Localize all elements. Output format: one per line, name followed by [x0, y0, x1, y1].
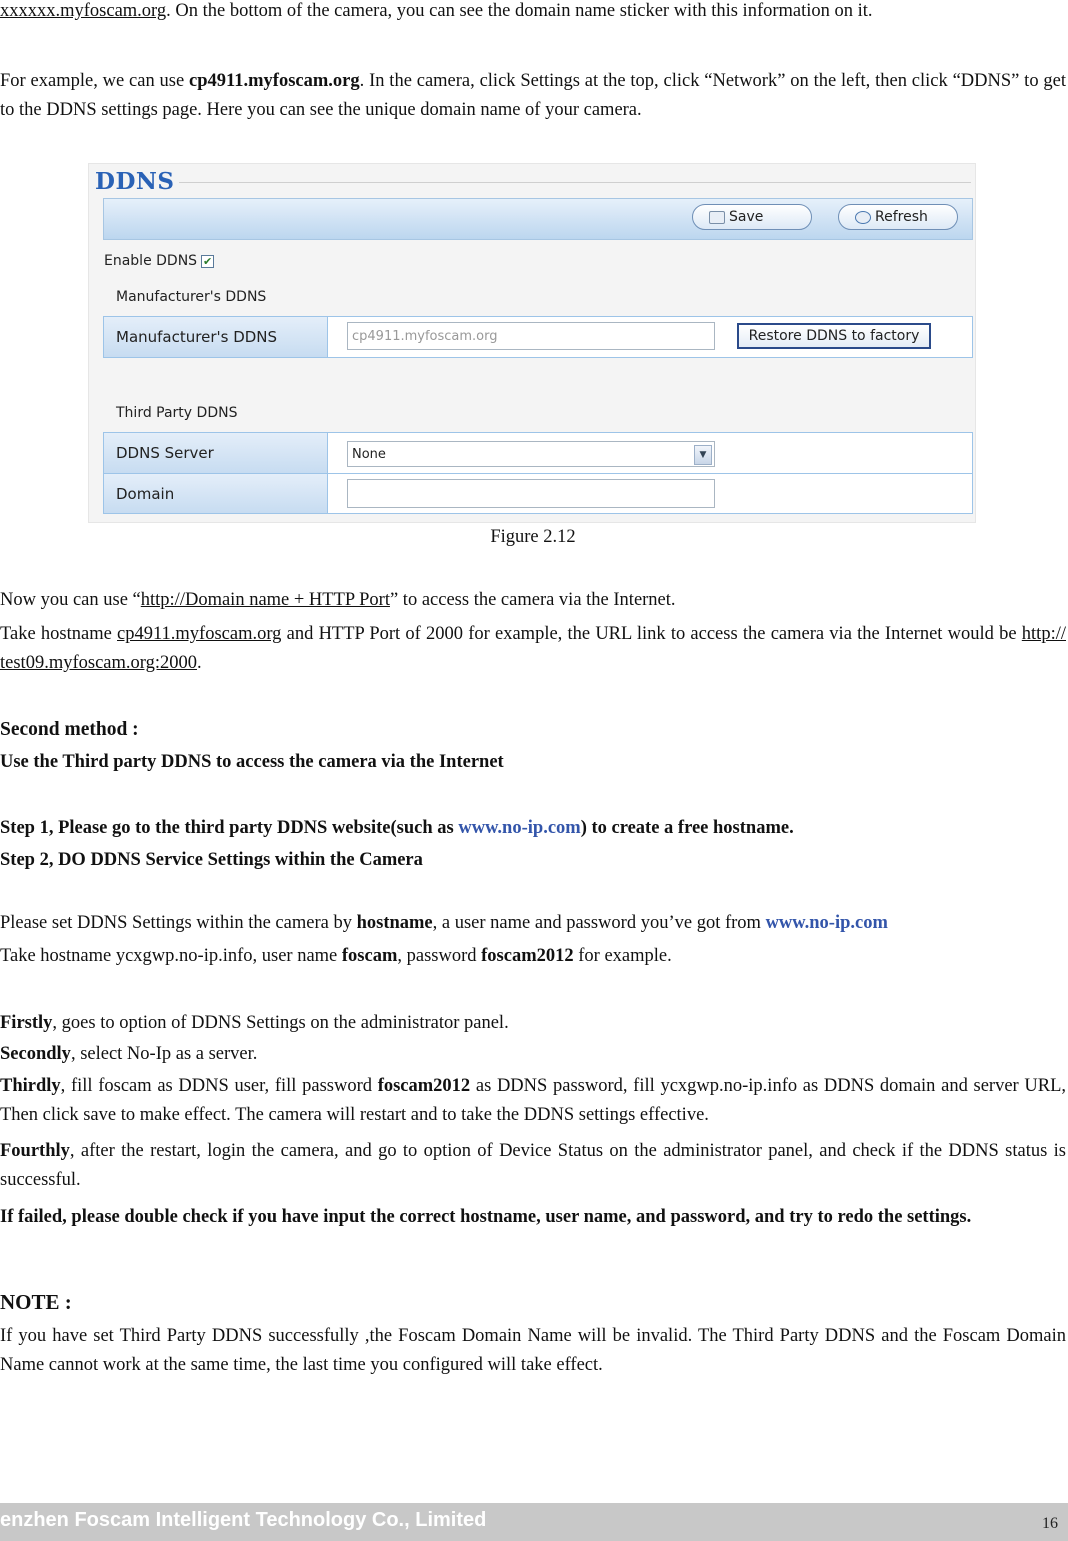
manufacturer-domain-input[interactable]: cp4911.myfoscam.org [347, 322, 715, 350]
access-l1-link[interactable]: http://Domain name + HTTP Port [140, 590, 390, 610]
step-1-link[interactable]: www.no-ip.com [458, 818, 581, 838]
p2-pre: Take hostname ycxgwp.no-ip.info, user name [0, 946, 342, 966]
access-l2-end: . [196, 653, 202, 673]
p2-mid: , password [397, 946, 482, 966]
third-party-section-label: Third Party DDNS [116, 405, 238, 421]
save-label: Save [729, 209, 764, 225]
access-l1-post: ” to access the camera via the Internet. [389, 590, 676, 610]
domain-value [329, 474, 972, 513]
domain-placeholder-link[interactable]: xxxxxx.myfoscam.org [0, 1, 167, 21]
secondly-line [0, 1040, 1066, 1069]
manufacturer-row-label: Manufacturer's DDNS [104, 317, 328, 357]
access-l2-pre: Take hostname [0, 624, 118, 644]
intro-line-1-text: . On the bottom of the camera, you can see the domain name sticker with this information on it. [166, 1, 873, 21]
save-icon [709, 211, 725, 224]
title-divider [179, 182, 971, 183]
figure-caption: Figure 2.12 [490, 527, 576, 547]
ddns-settings-figure [88, 163, 976, 523]
note-heading: NOTE : [0, 1290, 72, 1314]
chevron-down-icon: ▼ [694, 445, 712, 465]
ddns-title: DDNS [95, 168, 175, 195]
example-hostname: cp4911.myfoscam.org [189, 71, 360, 91]
ddns-server-select[interactable] [347, 441, 715, 467]
enable-ddns-checkbox[interactable]: ✔ [202, 254, 213, 268]
thirdly-label: Thirdly [0, 1076, 61, 1096]
refresh-button[interactable] [838, 204, 958, 230]
access-url-link[interactable]: http:// test09.myfoscam.org:2000 [0, 624, 1066, 673]
restore-ddns-button[interactable]: Restore DDNS to factory [737, 323, 931, 349]
ddns-server-row [104, 433, 972, 474]
access-paragraph [0, 620, 1066, 678]
manufacturer-panel [103, 316, 973, 358]
firstly-text: , goes to option of DDNS Settings on the administrator panel. [52, 1013, 509, 1033]
enable-ddns-label: Enable DDNS [104, 253, 198, 269]
domain-row [104, 474, 972, 513]
step-2: Step 2, DO DDNS Service Settings within the Camera [0, 850, 423, 870]
save-button[interactable] [692, 204, 812, 230]
firstly-line [0, 1009, 1066, 1038]
p1-hostname: hostname [356, 913, 433, 933]
p1-pre: Please set DDNS Settings within the camera by [0, 913, 357, 933]
access-line-1 [0, 586, 1066, 615]
step-1-post: ) to create a free hostname. [580, 818, 794, 838]
toolbar [103, 198, 973, 240]
access-l2-mid: and HTTP Port of 2000 for example, the URL link to access the camera via the Internet would be [281, 624, 1022, 644]
p2-user: foscam [341, 946, 398, 966]
example-rest: . In the camera, click Settings at the top, click “Network” on the left, then click “DDNS” to get to the DDNS settings page. Here you can see the unique domain name of your camera. [0, 71, 1066, 120]
p1-mid: , a user name and password you’ve got from [432, 913, 766, 933]
thirdly-text-b: as DDNS password, fill ycxgwp.no-ip.info as DDNS domain and server URL, Then click save to make effect. The camera will restart and to take the DDNS settings effective. [0, 1076, 1066, 1125]
secondly-label: Secondly [0, 1044, 71, 1064]
p2-post: for example. [573, 946, 672, 966]
example-paragraph [0, 67, 1066, 125]
fourthly-paragraph [0, 1137, 1066, 1195]
manufacturer-row-value [329, 317, 972, 357]
ddns-server-label: DDNS Server [104, 433, 328, 473]
page-footer [0, 1503, 1068, 1541]
enable-ddns-row [104, 253, 214, 269]
settings-paragraph-2 [0, 942, 1066, 971]
domain-label: Domain [104, 474, 328, 513]
thirdly-paragraph [0, 1072, 1066, 1130]
step-1-pre: Step 1, Please go to the third party DDNS website(such as [0, 818, 459, 838]
thirdly-text-a: , fill foscam as DDNS user, fill password [60, 1076, 378, 1096]
access-l1-pre: Now you can use “ [0, 590, 141, 610]
note-paragraph: If you have set Third Party DDNS successfully ,the Foscam Domain Name will be invalid. The Third Party DDNS and the Foscam Domain Name cannot work at the same time, the last time you configured will take effect. [0, 1326, 1066, 1375]
p1-link[interactable]: www.no-ip.com [765, 913, 888, 933]
second-method-heading: Second method : [0, 719, 139, 740]
ddns-server-selected: None [352, 446, 386, 462]
p2-pass: foscam2012 [481, 946, 574, 966]
page-number: 16 [1042, 1515, 1058, 1532]
intro-line-1 [0, 0, 1066, 26]
manufacturer-row [104, 317, 972, 357]
domain-input[interactable] [347, 479, 715, 508]
fourthly-label: Fourthly [0, 1141, 70, 1161]
second-method-subheading: Use the Third party DDNS to access the camera via the Internet [0, 752, 504, 772]
firstly-label: Firstly [0, 1013, 53, 1033]
settings-paragraph-1 [0, 909, 1066, 938]
third-party-panel [103, 432, 973, 514]
secondly-text: , select No-Ip as a server. [70, 1044, 258, 1064]
example-pre: For example, we can use [0, 71, 190, 91]
failed-paragraph: If failed, please double check if you have input the correct hostname, user name, and password, and try to redo the settings. [0, 1207, 972, 1227]
access-hostname-link[interactable]: cp4911.myfoscam.org [117, 624, 282, 644]
refresh-icon [855, 211, 871, 224]
ddns-server-value [329, 433, 972, 473]
manufacturer-section-label: Manufacturer's DDNS [116, 289, 267, 305]
fourthly-text: , after the restart, login the camera, and go to option of Device Status on the administrator panel, and check if the DDNS status is successful. [0, 1141, 1066, 1190]
footer-company: enzhen Foscam Intelligent Technology Co., Limited [0, 1509, 487, 1531]
thirdly-pass: foscam2012 [377, 1076, 471, 1096]
step-1 [0, 814, 1066, 843]
refresh-label: Refresh [875, 209, 928, 225]
